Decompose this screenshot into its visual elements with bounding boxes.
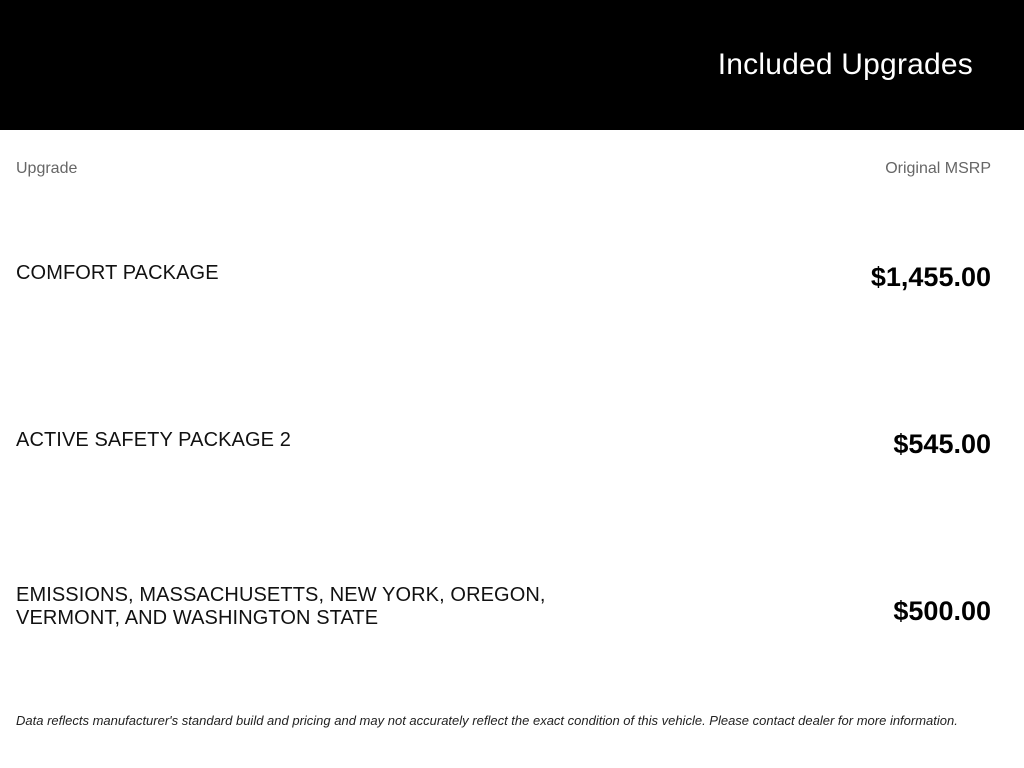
upgrade-msrp: $545.00 [893,428,991,459]
upgrades-table [0,130,1024,691]
table-row [16,524,991,691]
column-header-upgrade: Upgrade [16,160,78,177]
upgrade-name: ACTIVE SAFETY PACKAGE 2 [16,428,291,451]
table-row [16,357,991,524]
table-column-headers [16,130,991,178]
table-row [16,190,991,357]
page-title: Included Upgrades [717,48,973,81]
disclaimer-text: Data reflects manufacturer's standard build and pricing and may not accurately reflect the exact condition of this vehicle. Please contact dealer for more information. [16,712,958,728]
included-upgrades-header [0,0,1024,130]
upgrade-name: EMISSIONS, MASSACHUSETTS, NEW YORK, OREGON, VERMONT, AND WASHINGTON STATE [16,584,546,630]
upgrade-msrp: $500.00 [893,595,991,626]
table-rows [16,190,991,691]
column-header-original-msrp: Original MSRP [885,160,991,177]
upgrade-msrp: $1,455.00 [870,261,991,292]
upgrade-name: COMFORT PACKAGE [16,261,219,284]
